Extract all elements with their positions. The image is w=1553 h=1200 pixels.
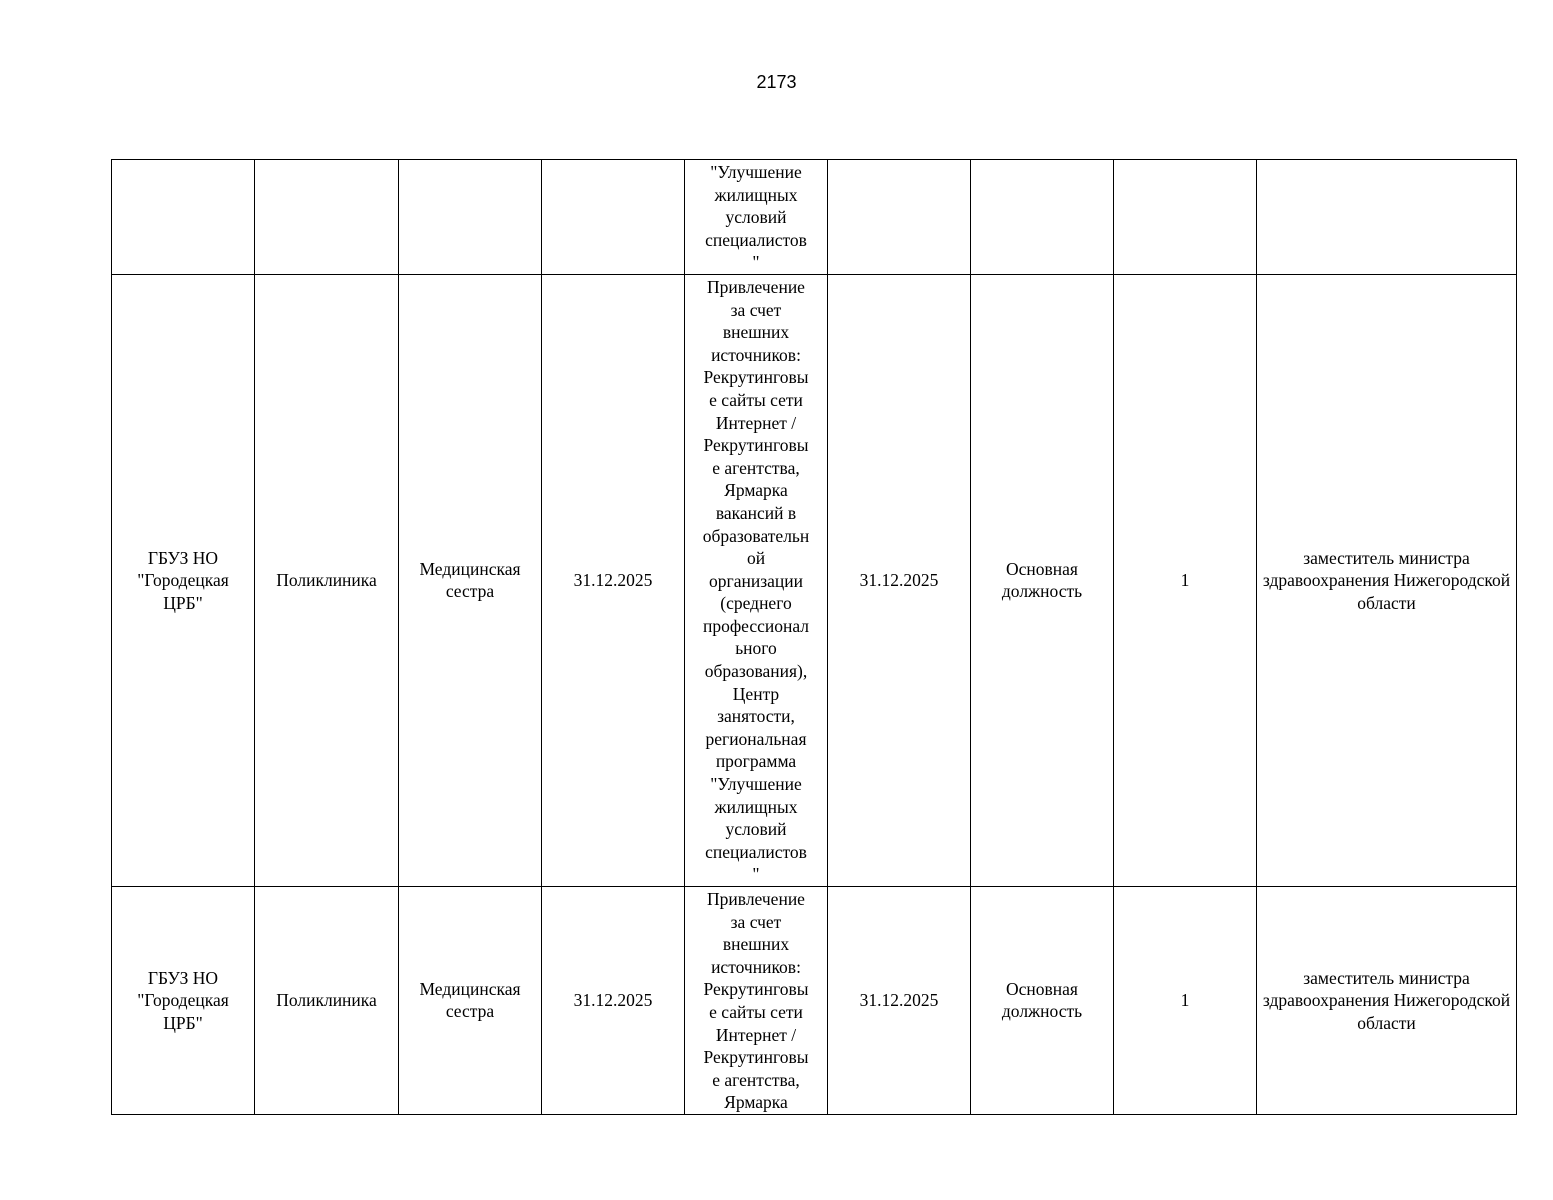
measure-line: вакансий в [715,502,797,523]
cell-organization [112,887,255,1115]
cell-count [1114,887,1257,1115]
cell-organization [112,274,255,886]
measure-line: специалистов [705,841,807,862]
cell-employment [971,887,1114,1115]
cell-count [1114,274,1257,886]
measure-line: е сайты сети [709,1001,803,1022]
cell-date-need [542,160,685,275]
cell-position [399,887,542,1115]
cell-date-need [542,274,685,886]
measure-line: Рекрутинговы [703,435,809,456]
cell-responsible [1257,274,1517,886]
measure-line: за счет [730,911,782,932]
cell-employment [971,160,1114,275]
count-text: 1 [1180,570,1190,591]
measure-line: организации [709,570,803,591]
table-row [112,160,1517,275]
measure-line: региональная [705,728,807,749]
table-row [112,887,1517,1115]
date-need-text: 31.12.2025 [573,990,653,1011]
measure-line: специалистов [705,229,807,250]
page-number: 2173 [756,72,797,92]
measure-line: " [752,252,760,273]
employment-text: Основная должность [1001,978,1083,1022]
measure-line: ой [746,548,766,569]
organization-text: ГБУЗ НО "Городецкая ЦРБ" [137,967,229,1033]
measure-line: Привлечение [707,276,805,297]
cell-date-plan [828,274,971,886]
date-plan-text: 31.12.2025 [859,570,939,591]
measure-line: е агентства, [712,457,800,478]
measure-line: программа [715,751,797,772]
measure-line: условий [725,207,787,228]
cell-department [255,274,399,886]
measure-line: за счет [730,299,782,320]
date-need-text: 31.12.2025 [573,570,653,591]
measure-line: Центр [732,683,780,704]
date-plan-text: 31.12.2025 [859,990,939,1011]
cell-count [1114,160,1257,275]
department-text: Поликлиника [276,990,377,1011]
cell-department [255,160,399,275]
measure-line: " [752,864,760,885]
responsible-text: заместитель министра здравоохранения Нижегородской области [1262,547,1511,613]
measure-line: Интернет / [715,412,797,433]
measure-line: образовательн [702,525,810,546]
cell-date-plan [828,160,971,275]
cell-measures [685,160,828,275]
measure-line: источников: [711,344,801,365]
measure-line: жилищных [714,796,798,817]
cell-organization [112,160,255,275]
cell-employment [971,274,1114,886]
responsible-text: заместитель министра здравоохранения Нижегородской области [1262,967,1511,1033]
measure-line: внешних [722,322,790,343]
measure-line: Ярмарка [724,480,788,501]
position-text: Медицинская сестра [419,978,521,1022]
measure-line: Рекрутинговы [703,1047,809,1068]
position-text: Медицинская сестра [419,558,521,602]
cell-responsible [1257,887,1517,1115]
measure-line: Интернет / [715,1024,797,1045]
cell-measures [685,887,828,1115]
measure-line: "Улучшение [710,162,802,182]
cell-position [399,274,542,886]
cell-measures [685,274,828,886]
cell-department [255,887,399,1115]
measure-line: Рекрутинговы [703,367,809,388]
measure-line: е сайты сети [709,389,803,410]
measure-line: профессионал [702,615,810,636]
measure-line: е агентства, [712,1069,800,1090]
cell-date-need [542,887,685,1115]
measure-line: Привлечение [707,889,805,909]
table-body [112,160,1517,1115]
count-text: 1 [1180,990,1190,1011]
measure-line: внешних [722,934,790,955]
measure-line: Рекрутинговы [703,979,809,1000]
department-text: Поликлиника [276,570,377,591]
cell-date-plan [828,887,971,1115]
cell-responsible [1257,160,1517,275]
measure-line: образования), [704,661,808,682]
measure-line: условий [725,819,787,840]
measure-line: источников: [711,956,801,977]
measure-line: ьного [735,638,777,659]
staffing-measures-table [111,159,1517,1115]
measure-line: жилищных [714,184,798,205]
table-row [112,274,1517,886]
measure-line: Ярмарка [724,1092,788,1113]
measure-line: "Улучшение [710,774,802,795]
measure-line: занятости, [717,706,795,727]
cell-position [399,160,542,275]
organization-text: ГБУЗ НО "Городецкая ЦРБ" [137,547,229,613]
measure-line: (среднего [720,593,792,614]
employment-text: Основная должность [1001,558,1083,602]
